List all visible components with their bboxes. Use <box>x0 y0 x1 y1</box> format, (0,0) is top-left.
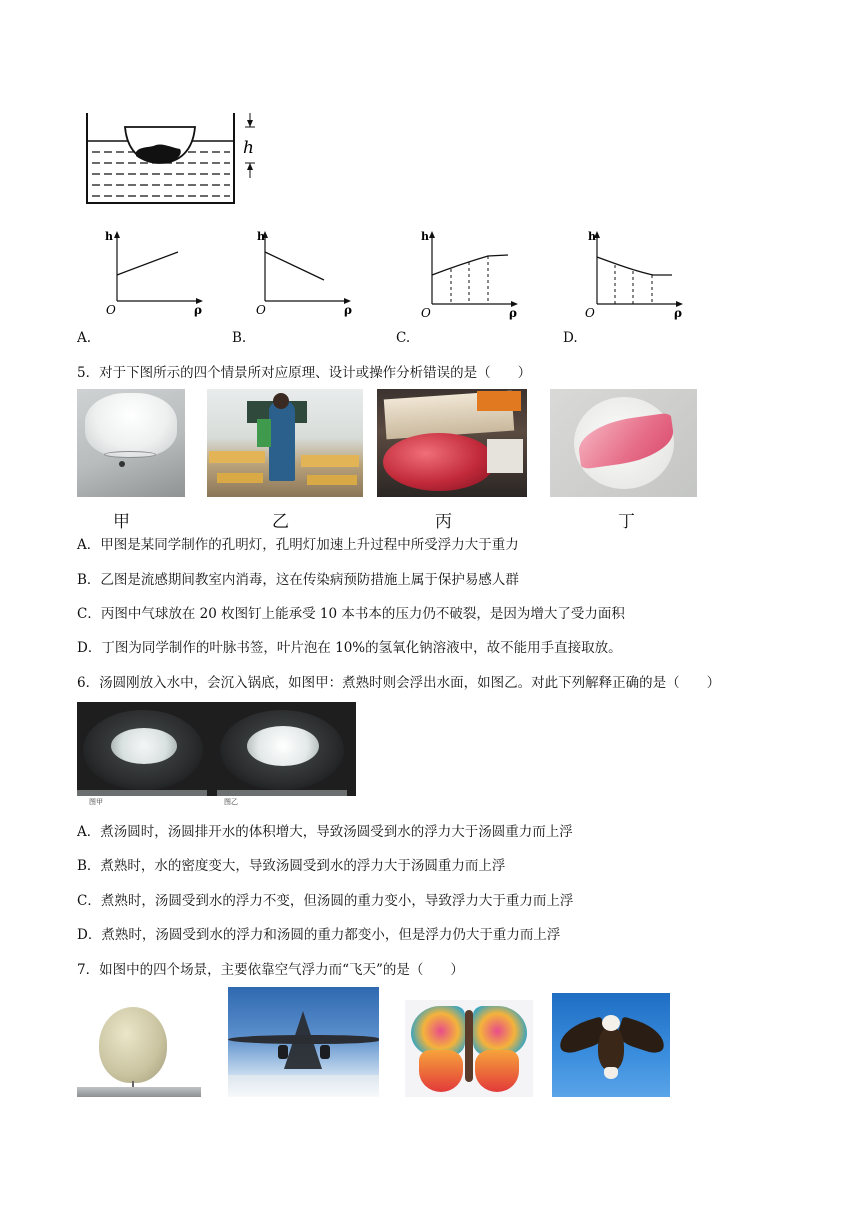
photo-tangyuan-pots <box>77 702 356 808</box>
photo-hot-air-balloon <box>77 1005 201 1097</box>
x-axis-label: ρ <box>194 303 202 317</box>
y-axis-label: h <box>105 230 113 243</box>
container-figure <box>80 108 270 208</box>
graph-a <box>100 226 210 321</box>
photo-airplane <box>228 987 379 1097</box>
h-label: h <box>243 138 254 158</box>
x-axis-label: ρ <box>344 303 352 317</box>
q5-option-d: D．丁图为同学制作的叶脉书签，叶片泡在 10%的氢氧化钠溶液中，故不能用手直接取放。 <box>77 640 622 656</box>
caption-ding: 丁 <box>618 512 635 532</box>
origin-label: O <box>106 303 116 317</box>
graph-d <box>580 226 690 321</box>
graph-b <box>248 226 358 321</box>
caption-bing: 丙 <box>435 512 452 532</box>
option-d-label: D. <box>563 330 578 346</box>
caption-jia: 甲 <box>113 512 130 532</box>
q6-option-b: B．煮熟时，水的密度变大，导致汤圆受到水的浮力大于汤圆重力而上浮 <box>77 858 506 874</box>
option-b-label: B. <box>232 330 247 346</box>
photo-leaf-bookmark <box>550 389 697 497</box>
photo-classroom-disinfection <box>207 389 363 497</box>
x-axis-label: ρ <box>674 306 682 320</box>
q6-option-a: A．煮汤圆时，汤圆排开水的体积增大，导致汤圆受到水的浮力大于汤圆重力而上浮 <box>77 824 573 840</box>
photo-eagle <box>552 993 670 1097</box>
q5-option-b: B．乙图是流感期间教室内消毒，这在传染病预防措施上属于保护易感人群 <box>77 572 519 588</box>
q6-option-d: D．煮熟时，汤圆受到水的浮力和汤圆的重力都变小，但是浮力仍大于重力而上浮 <box>77 927 561 943</box>
q5-option-c: C．丙图中气球放在 20 枚图钉上能承受 10 本书本的压力仍不破裂，是因为增大了受力面积 <box>77 606 625 622</box>
option-c-label: C. <box>396 330 411 346</box>
origin-label: O <box>256 303 266 317</box>
y-axis-label: h <box>421 230 429 243</box>
x-axis-label: ρ <box>509 306 517 320</box>
photo-label-yi: 图乙 <box>224 798 238 806</box>
y-axis-label: h <box>257 230 265 243</box>
photo-label-jia: 图甲 <box>89 798 103 806</box>
graph-c <box>413 226 528 321</box>
origin-label: O <box>421 306 431 320</box>
photo-butterfly-kite <box>405 1000 533 1097</box>
y-axis-label: h <box>588 230 596 243</box>
q5-stem: 5．对于下图所示的四个情景所对应原理、设计或操作分析错误的是（ ） <box>77 365 532 381</box>
q6-stem: 6．汤圆刚放入水中，会沉入锅底，如图甲：煮熟时则会浮出水面，如图乙。对此下列解释正确的是（ ） <box>77 675 721 691</box>
caption-yi: 乙 <box>272 512 289 532</box>
origin-label: O <box>585 306 595 320</box>
q6-option-c: C．煮熟时，汤圆受到水的浮力不变，但汤圆的重力变小，导致浮力大于重力而上浮 <box>77 893 574 909</box>
option-a-label: A. <box>77 330 92 346</box>
photo-balloon-books <box>377 389 527 497</box>
photo-kongming-lantern <box>77 389 185 497</box>
q7-stem: 7．如图中的四个场景，主要依靠空气浮力而“飞天”的是（ ） <box>77 962 464 978</box>
q5-option-a: A．甲图是某同学制作的孔明灯，孔明灯加速上升过程中所受浮力大于重力 <box>77 537 519 553</box>
